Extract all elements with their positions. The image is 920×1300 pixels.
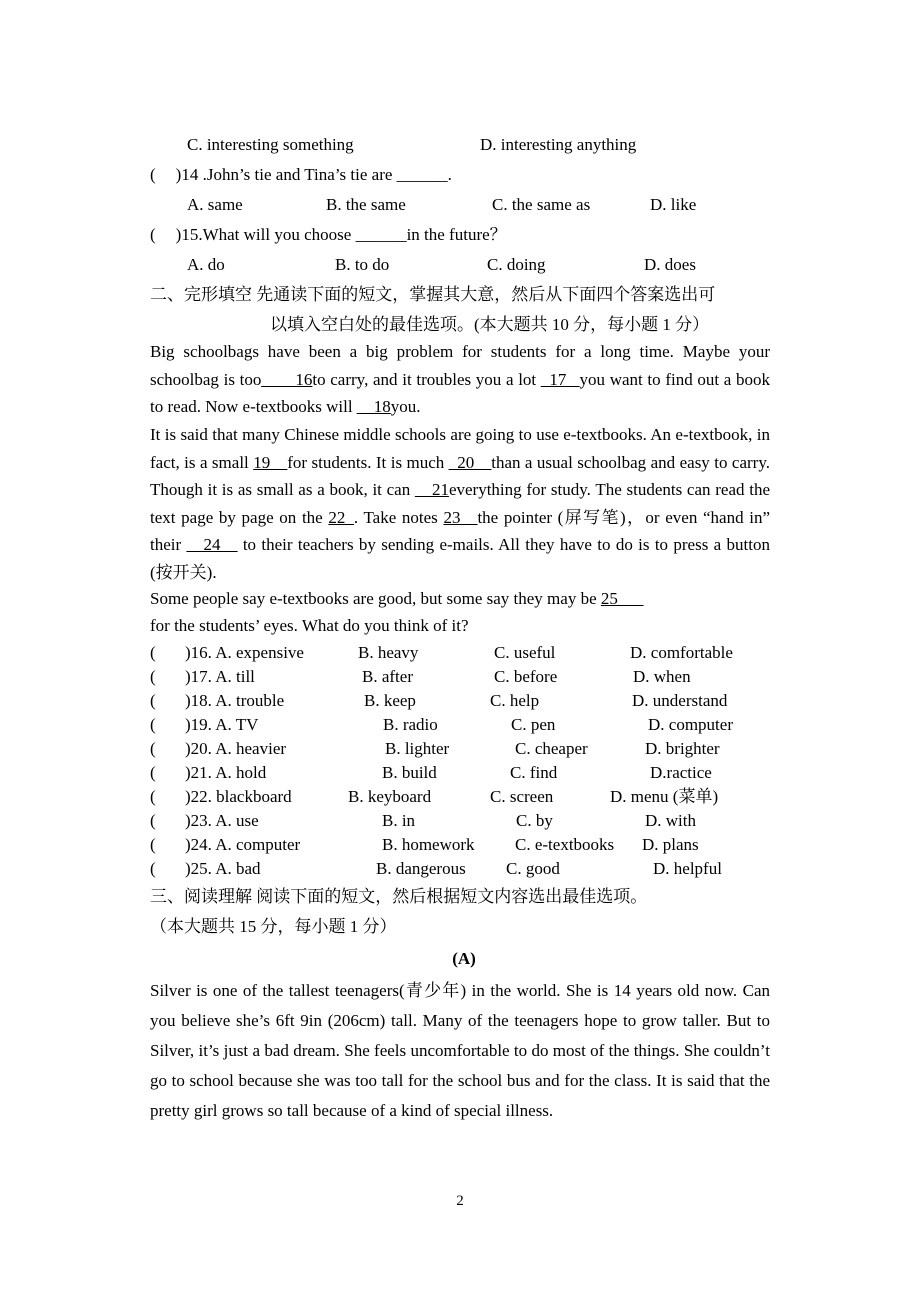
question-25-option-a: )25. A. bad — [185, 859, 261, 878]
question-23-option-b: B. in — [382, 811, 416, 830]
answer-paren: ( — [150, 667, 156, 686]
question-18-option-d: D. understand — [632, 691, 728, 710]
question-23-option-d: D. with — [645, 811, 696, 830]
question-20-option-b: B. lighter — [385, 739, 450, 758]
cloze-paragraph-3: Some people say e-textbooks are good, but some say they may be 25___ — [150, 589, 644, 608]
question-23-option-c: C. by — [516, 811, 553, 830]
cloze-heading-cont: 以填入空白处的最佳选项。(本大题共 10 分，每小题 1 分） — [270, 315, 710, 334]
question-21-option-c: C. find — [510, 763, 558, 782]
answer-paren: ( — [150, 691, 156, 710]
q15-option-c: C. doing — [487, 255, 546, 274]
q13-option-c: C. interesting something — [187, 135, 354, 154]
question-18-option-a: )18. A. trouble — [185, 691, 285, 710]
question-19-option-a: )19. A. TV — [185, 715, 259, 734]
question-16-option-b: B. heavy — [358, 643, 419, 662]
blank-22: 22_ — [328, 507, 354, 527]
question-17-option-d: D. when — [633, 667, 691, 686]
question-21-option-b: B. build — [382, 763, 437, 782]
question-23-option-a: )23. A. use — [185, 811, 259, 830]
section-a-title: (A) — [452, 949, 476, 968]
question-24-option-b: B. homework — [382, 835, 475, 854]
q14-blank: ______ — [396, 165, 448, 184]
blank-20: _20__ — [448, 452, 492, 472]
question-20-option-d: D. brighter — [645, 739, 720, 758]
question-25-option-d: D. helpful — [653, 859, 722, 878]
blank-17: _17_ — [540, 369, 580, 389]
reading-heading-cont: （本大题共 15 分，每小题 1 分） — [150, 917, 397, 936]
q15-option-b: B. to do — [335, 255, 390, 274]
q14-option-d: D. like — [650, 195, 697, 214]
blank-23: 23__ — [443, 507, 478, 527]
question-16-option-a: )16. A. expensive — [185, 643, 304, 662]
q15-option-a: A. do — [187, 255, 225, 274]
cloze-paragraph-1: Big schoolbags have been a big problem for students for a long time. Maybe your schoolbag is too____16to carry, and it troubles you a lot _17_ you want to find out a book to read. Now e-textbooks will __18you. — [150, 342, 771, 417]
q13-option-d: D. interesting anything — [480, 135, 637, 154]
question-25-option-b: B. dangerous — [376, 859, 466, 878]
blank-16: ____16 — [261, 369, 313, 389]
q14-option-a: A. same — [187, 195, 243, 214]
question-18-option-b: B. keep — [364, 691, 416, 710]
question-19-option-c: C. pen — [511, 715, 556, 734]
answer-paren: ( — [150, 643, 156, 662]
question-19-option-b: B. radio — [383, 715, 438, 734]
reading-passage-a: Silver is one of the tallest teenagers(青少年) in the world. She is 14 years old now. Can you believe she’s 6ft 9in (206cm) tall. Many of the teenagers hope to grow taller. But to Silver, it’s just a bad dream. She feels uncomfortable to do most of the things. She couldn’t go to school because she was too tall for the school bus and for the class. It is said that the pretty girl grows so tall because of a kind of special illness. — [150, 981, 770, 1120]
answer-paren: ( — [150, 859, 156, 878]
question-17-option-a: )17. A. till — [185, 667, 255, 686]
answer-paren: ( — [150, 739, 156, 758]
question-22-option-d: D. menu (菜单) — [610, 787, 719, 806]
cloze-paragraph-2: It is said that many Chinese middle schools are going to use e-textbooks. An e-textbook, in fact, is a small 19__for students. It is much _20__than a usual schoolbag and easy to carry. Though it is as small as a book, it can __21everything for study. The students can read the text page by page on the 22_. Take notes 23__the pointer (屏写笔)，or even “hand in” their __24__ to their teachers by sending e-mails. All they have to do is to press a button (按开关). — [150, 425, 771, 582]
question-24-option-a: )24. A. computer — [185, 835, 301, 854]
answer-paren: ( — [150, 811, 156, 830]
page-number: 2 — [456, 1193, 464, 1209]
question-21-option-d: D.ractice — [650, 763, 712, 782]
question-25-option-c: C. good — [506, 859, 560, 878]
question-17-option-b: B. after — [362, 667, 413, 686]
blank-21: __21 — [414, 480, 449, 500]
question-16-option-d: D. comfortable — [630, 643, 733, 662]
q15-option-d: D. does — [644, 255, 696, 274]
question-20-option-a: )20. A. heavier — [185, 739, 287, 758]
question-18-option-c: C. help — [490, 691, 540, 710]
question-24-option-d: D. plans — [642, 835, 699, 854]
question-16-option-c: C. useful — [494, 643, 556, 662]
question-22-option-c: C. screen — [490, 787, 554, 806]
q14-stem: ( )14 .John’s tie and Tina’s tie are ______. — [150, 165, 452, 184]
question-22-option-b: B. keyboard — [348, 787, 432, 806]
q14-option-b: B. the same — [326, 195, 406, 214]
answer-paren: ( — [150, 835, 156, 854]
question-20-option-c: C. cheaper — [515, 739, 588, 758]
answer-paren: ( — [150, 787, 156, 806]
q15-blank: ______ — [355, 225, 407, 244]
question-19-option-d: D. computer — [648, 715, 733, 734]
question-24-option-c: C. e-textbooks — [515, 835, 615, 854]
question-22-option-a: )22. blackboard — [185, 787, 292, 806]
blank-24: __24__ — [186, 535, 238, 555]
q14-option-c: C. the same as — [492, 195, 591, 214]
answer-paren: ( — [150, 763, 156, 782]
blank-18: __18 — [356, 397, 391, 417]
q15-stem: ( )15.What will you choose ______in the future？ — [150, 225, 507, 244]
blank-25: 25___ — [600, 589, 644, 608]
cloze-paragraph-3-cont: for the students’ eyes. What do you think of it? — [150, 616, 469, 635]
question-17-option-c: C. before — [494, 667, 558, 686]
answer-paren: ( — [150, 715, 156, 734]
blank-19: 19__ — [253, 452, 288, 472]
reading-heading: 三、阅读理解 阅读下面的短文，然后根据短文内容选出最佳选项。 — [150, 887, 648, 906]
cloze-heading: 二、完形填空 先通读下面的短文，掌握其大意，然后从下面四个答案选出可 — [150, 285, 716, 304]
question-21-option-a: )21. A. hold — [185, 763, 267, 782]
